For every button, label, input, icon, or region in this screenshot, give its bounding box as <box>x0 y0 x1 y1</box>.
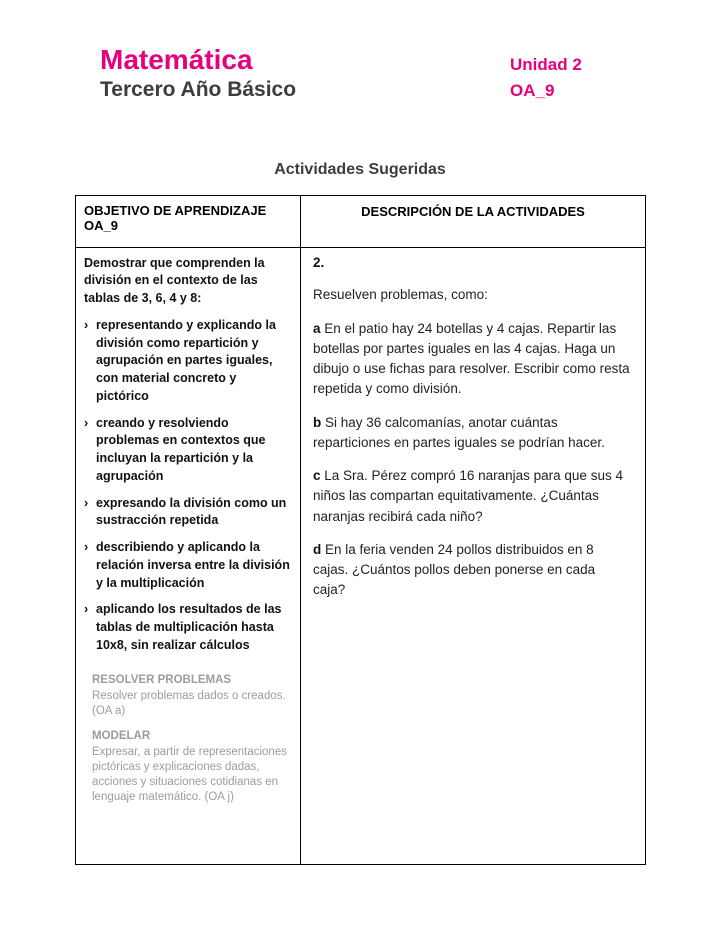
description-cell <box>301 247 646 864</box>
objective-bullet-text: representando y explicando la división como repartición y agrupación en partes iguales, con material concreto y pictórico <box>96 317 276 403</box>
bullet-marker: › <box>84 540 89 555</box>
objective-bullet <box>84 317 291 406</box>
objective-header-cell <box>76 195 301 247</box>
objective-bullet <box>84 415 291 486</box>
activity-item <box>313 540 631 601</box>
activity-letter: c <box>313 468 321 484</box>
activity-text: En el patio hay 24 botellas y 4 cajas. Repartir las botellas por partes iguales en las 4 cajas. Haga un dibujo o use fichas para resolver. Escribir como resta repetida y como división. <box>313 320 630 397</box>
skills-block <box>92 673 291 806</box>
activity-item <box>313 413 631 454</box>
objective-bullet <box>84 539 291 592</box>
bullet-marker: › <box>84 495 89 510</box>
activity-text: La Sra. Pérez compró 16 naranjas para que sus 4 niños las compartan equitativamente. ¿Cuántas naranjas recibirá cada niño? <box>313 468 623 524</box>
objective-bullet-text: describiendo y aplicando la relación inversa entre la división y la multiplicación <box>96 540 290 590</box>
objective-header-line2: OA_9 <box>84 217 118 233</box>
bullet-marker: › <box>84 415 89 430</box>
table-header-row <box>76 195 646 247</box>
skill-text: Expresar, a partir de representaciones pictóricas y explicaciones dadas, acciones y situaciones cotidianas en lenguaje matemático. (OA j) <box>92 745 287 804</box>
header-right <box>510 44 640 105</box>
activities-table <box>75 195 646 865</box>
document-header <box>0 0 720 105</box>
objective-cell <box>76 247 301 864</box>
subject-title: Matemática <box>100 44 253 75</box>
unit-label: Unidad 2 <box>510 55 582 74</box>
activity-letter: b <box>313 414 322 430</box>
objective-bullet <box>84 601 291 654</box>
bullet-marker: › <box>84 317 89 332</box>
table-body-row <box>76 247 646 864</box>
objective-bullet-text: creando y resolviendo problemas en contextos que incluyan la repartición y la agrupación <box>96 415 266 483</box>
skill-text: Resolver problemas dados o creados. (OA a) <box>92 689 286 717</box>
activity-text: Si hay 36 calcomanías, anotar cuántas reparticiones en partes iguales se podrían hacer. <box>313 414 605 450</box>
activity-number: 2. <box>313 254 325 270</box>
activity-item <box>313 466 631 527</box>
bullet-marker: › <box>84 602 89 617</box>
oa-label: OA_9 <box>510 81 555 101</box>
header-left <box>100 44 296 105</box>
activity-item <box>313 319 631 400</box>
objective-header-line1: OBJETIVO DE APRENDIZAJE <box>84 202 267 218</box>
grade-title: Tercero Año Básico <box>100 78 297 102</box>
skill-title: RESOLVER PROBLEMAS <box>92 673 232 686</box>
skill-title: MODELAR <box>92 729 151 742</box>
objective-bullet-text: aplicando los resultados de las tablas de multiplicación hasta 10x8, sin realizar cálculos <box>96 602 282 652</box>
objective-bullet-text: expresando la división como un sustracción repetida <box>96 495 287 528</box>
description-header-cell: DESCRIPCIÓN DE LA ACTIVIDADES <box>301 195 646 247</box>
page-title: Actividades Sugeridas <box>274 160 446 178</box>
objective-intro: Demostrar que comprenden la división en el contexto de las tablas de 3, 6, 4 y 8: <box>84 255 265 306</box>
activity-letter: d <box>313 541 322 557</box>
activity-letter: a <box>313 320 321 336</box>
objective-bullet <box>84 495 291 531</box>
activities-intro: Resuelven problemas, como: <box>313 286 488 302</box>
activity-text: En la feria venden 24 pollos distribuidos en 8 cajas. ¿Cuántos pollos deben ponerse en cada caja? <box>313 541 596 598</box>
